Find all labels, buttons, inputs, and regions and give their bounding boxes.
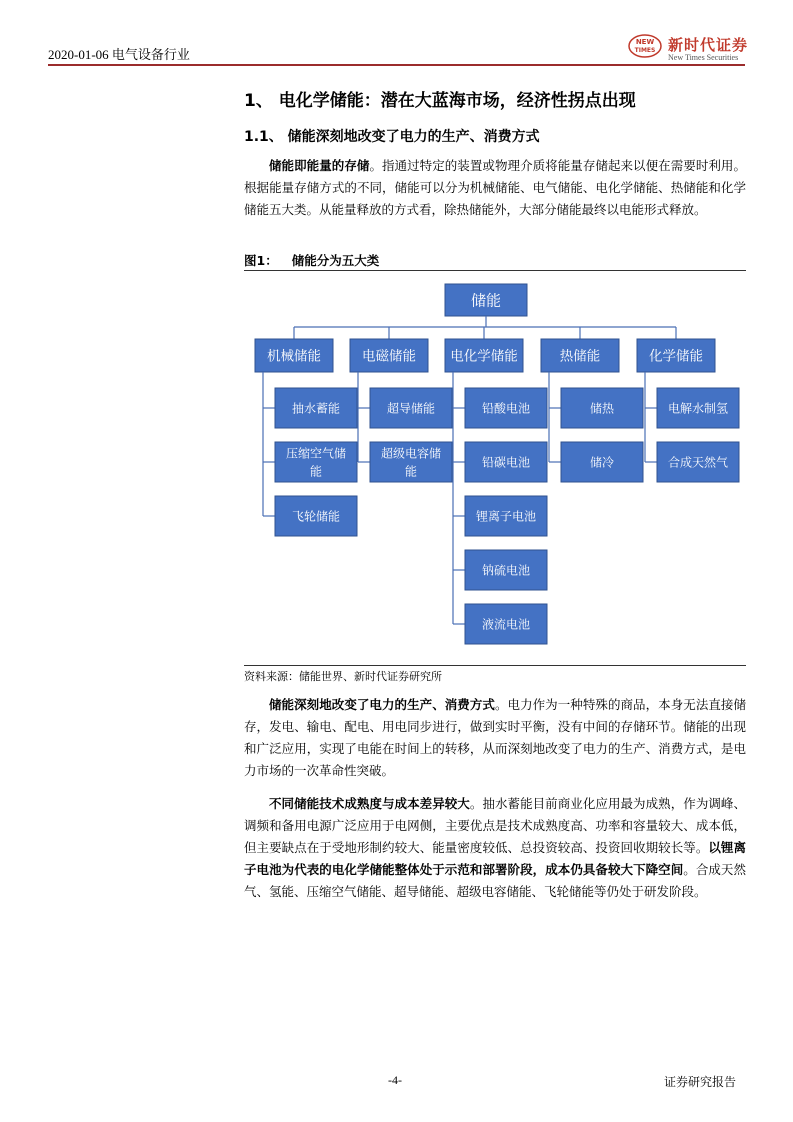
leaf-node-1-2 <box>275 442 357 482</box>
category-node-3-label: 电化学储能 <box>450 348 518 365</box>
category-node-4 <box>541 339 619 372</box>
leaf-node-2-2-label: 能 <box>404 464 418 479</box>
leaf-node-3-3-label: 锂离子电池 <box>475 509 537 524</box>
figure-bottom-rule <box>244 665 746 666</box>
root-node-storage <box>445 284 527 316</box>
paragraph-lead-bold: 储能即能量的存储 <box>269 158 370 173</box>
category-node-2-label: 电磁储能 <box>362 348 416 365</box>
svg-text:NEW: NEW <box>635 38 655 46</box>
leaf-node-2-1 <box>370 388 452 428</box>
leaf-node-3-5 <box>465 604 547 644</box>
category-node-4-label: 热储能 <box>559 348 601 365</box>
leaf-node-1-1-label: 抽水蓄能 <box>291 401 341 416</box>
paragraph-body: 。合成天然气、氢能、压缩空气储能、超导储能、超级电容储能、飞轮储能等仍处于研发阶段。 <box>244 862 746 899</box>
leaf-node-3-5-label: 液流电池 <box>481 617 531 632</box>
paragraph-highlight-bold: 以锂离子电池为代表的电化学储能整体处于示范和部署阶段，成本仍具备较大下降空间 <box>244 840 746 877</box>
paragraph-body: 。指通过特定的装置或物理介质将能量存储起来以便在需要时利用。根据能量存储方式的不同，储能可以分为机械储能、电气储能、电化学储能、热储能和化学储能五大类。从能量释放的方式看，除热储能外，大部分储能最终以电能形式释放。 <box>244 158 746 217</box>
figure-caption: 储能分为五大类 <box>291 253 380 268</box>
leaf-node-3-1 <box>465 388 547 428</box>
category-node-1 <box>255 339 333 372</box>
leaf-node-3-4 <box>465 550 547 590</box>
leaf-node-3-4-label: 钠硫电池 <box>481 563 531 578</box>
report-date-industry: 2020-01-06 电气设备行业 <box>48 47 190 62</box>
paragraph-body: 。抽水蓄能目前商业化应用最为成熟，作为调峰、调频和备用电源广泛应用于电网侧，主要优点是技术成熟度高、功率和容量较大、成本低，但主要缺点在于受地形制约较大、能量密度较低、总投资较高、投资回收期较长等。 <box>244 796 746 855</box>
leaf-node-5-1-label: 电解水制氢 <box>667 401 729 416</box>
category-node-5 <box>637 339 715 372</box>
category-node-5-label: 化学储能 <box>649 348 703 365</box>
leaf-node-1-2-label: 能 <box>309 464 323 479</box>
figure-source: 资料来源：储能世界、新时代证券研究所 <box>244 670 442 683</box>
leaf-node-5-1 <box>657 388 739 428</box>
leaf-node-4-1-label: 储热 <box>589 401 615 416</box>
leaf-node-1-1 <box>275 388 357 428</box>
footer-label: 证券研究报告 <box>664 1075 737 1089</box>
leaf-node-5-2-label: 合成天然气 <box>667 455 729 470</box>
subsection-heading: 1.1、 储能深刻地改变了电力的生产、消费方式 <box>244 129 540 145</box>
leaf-node-3-3 <box>465 496 547 536</box>
leaf-node-3-2 <box>465 442 547 482</box>
paragraph-body: 。电力作为一种特殊的商品，本身无法直接储存，发电、输电、配电、用电同步进行，做到实时平衡，没有中间的存储环节。储能的出现和广泛应用，实现了电能在时间上的转移，从而深刻地改变了电力的生产、消费方式，是电力市场的一次革命性突破。 <box>244 697 746 778</box>
leaf-node-2-1-label: 超导储能 <box>386 401 436 416</box>
root-node-storage-label: 储能 <box>470 291 502 310</box>
leaf-node-4-1 <box>561 388 643 428</box>
svg-text:TIMES: TIMES <box>634 47 656 54</box>
paragraph-power-change <box>244 694 746 782</box>
leaf-node-4-2-label: 储冷 <box>589 455 615 470</box>
leaf-node-3-2-label: 铅碳电池 <box>481 455 531 470</box>
category-node-3 <box>445 339 523 372</box>
paragraph-tech-maturity <box>244 793 746 903</box>
category-node-1-label: 机械储能 <box>267 348 321 365</box>
paragraph-lead-bold: 储能深刻地改变了电力的生产、消费方式 <box>269 697 495 712</box>
leaf-node-5-2 <box>657 442 739 482</box>
leaf-node-2-2-label: 超级电容储 <box>380 446 442 461</box>
leaf-node-2-2 <box>370 442 452 482</box>
leaf-node-4-2 <box>561 442 643 482</box>
paragraph-lead-bold: 不同储能技术成熟度与成本差异较大 <box>269 796 470 811</box>
leaf-node-1-3 <box>275 496 357 536</box>
figure-number: 图1： <box>244 253 278 268</box>
logo-text-cn: 新时代证券 <box>668 36 749 54</box>
leaf-node-3-1-label: 铅酸电池 <box>481 401 531 416</box>
page-number: -4- <box>388 1073 402 1087</box>
logo-text-en: New Times Securities <box>668 53 739 62</box>
leaf-node-1-3-label: 飞轮储能 <box>291 509 341 524</box>
leaf-node-1-2-label: 压缩空气储 <box>285 446 347 461</box>
section-heading: 1、 电化学储能：潜在大蓝海市场，经济性拐点出现 <box>244 91 636 111</box>
category-node-2 <box>350 339 428 372</box>
